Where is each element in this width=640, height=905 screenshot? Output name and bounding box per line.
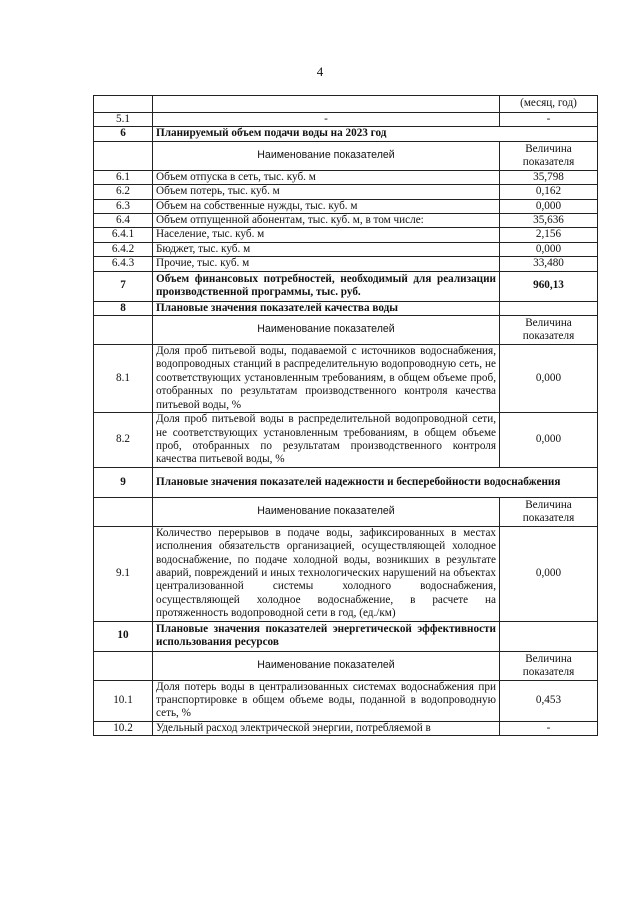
- table-row: 6.2 Объем потерь, тыс. куб. м 0,162: [94, 185, 598, 199]
- column-name-header: Наименование показателей: [153, 316, 500, 345]
- section-header: 8 Плановые значения показателей качества воды: [94, 301, 598, 315]
- page-number: 4: [316, 64, 324, 79]
- section-title: Объем финансовых потребностей, необходимый для реализации производственной программы, тыс. руб.: [153, 271, 500, 301]
- table-row: 8.1 Доля проб питьевой воды, подаваемой с источников водоснабжения, водопроводных станций в распределительную водопроводную сеть, не соответствующих установленным требованиям, в общем объеме проб, отобранных по результатам производственного контроля качества питьевой воды, % 0,000: [94, 345, 598, 413]
- table-row: 10.2 Удельный расход электрической энергии, потребляемой в -: [94, 721, 598, 735]
- section-title: Плановые значения показателей качества воды: [153, 301, 500, 315]
- table-row: 6.4.1 Население, тыс. куб. м 2,156: [94, 228, 598, 242]
- column-value-header: Величина показателя: [500, 316, 598, 345]
- column-name-header: Наименование показателей: [153, 651, 500, 680]
- table-row: 6.4.2 Бюджет, тыс. куб. м 0,000: [94, 242, 598, 256]
- table-row: 6.4 Объем отпущенной абонентам, тыс. куб. м, в том числе: 35,636: [94, 214, 598, 228]
- column-header-row: [94, 316, 598, 345]
- table-row: 5.1 - -: [94, 113, 598, 127]
- section-title: Планируемый объем подачи воды на 2023 год: [153, 127, 598, 141]
- column-value-header: Величина показателя: [500, 651, 598, 680]
- section-header: 10 Плановые значения показателей энергетической эффективности использования ресурсов: [94, 621, 598, 651]
- table-row: 6.1 Объем отпуска в сеть, тыс. куб. м 35,798: [94, 170, 598, 184]
- table-row: 6.4.3 Прочие, тыс. куб. м 33,480: [94, 257, 598, 271]
- section-title: Плановые значения показателей надежности и бесперебойности водоснабжения: [153, 467, 598, 497]
- table-row: 10.1 Доля потерь воды в централизованных системах водоснабжения при транспортировке в общем объеме воды, поданной в водопроводную сеть, % 0,453: [94, 680, 598, 721]
- section-header: 9 Плановые значения показателей надежности и бесперебойности водоснабжения: [94, 467, 598, 497]
- column-name-header: Наименование показателей: [153, 141, 500, 170]
- column-header-row: [94, 141, 598, 170]
- indicators-table: [93, 95, 598, 736]
- column-header-row: [94, 497, 598, 526]
- table-row: 8.2 Доля проб питьевой воды в распределительной водопроводной сети, не соответствующих установленным требованиям, в общем объеме проб, отобранных по результатам производственного контроля качества питьевой воды, % 0,000: [94, 413, 598, 468]
- column-value-header: Величина показателя: [500, 497, 598, 526]
- table-row: 9.1 Количество перерывов в подаче воды, зафиксированных в местах исполнения обязательств организацией, осуществляющей холодное водоснабжение, по подаче холодной воды, возникших в результате аварий, повреждений и иных технологических нарушений на объектах централизованной системы холодного водоснабжения, осуществляющей холодное водоснабжение, в расчете на протяженность водопроводной сети в год, (ед./км) 0,000: [94, 526, 598, 621]
- unit-header: (месяц, год): [500, 96, 598, 113]
- section-header: 7 Объем финансовых потребностей, необходимый для реализации производственной программы, тыс. руб. 960,13: [94, 271, 598, 301]
- column-value-header: Величина показателя: [500, 141, 598, 170]
- column-header-row: [94, 651, 598, 680]
- section-title: Плановые значения показателей энергетической эффективности использования ресурсов: [153, 621, 500, 651]
- column-name-header: Наименование показателей: [153, 497, 500, 526]
- financial-value: 960,13: [500, 271, 598, 301]
- table-row: [94, 96, 598, 113]
- section-header: 6 Планируемый объем подачи воды на 2023 год: [94, 127, 598, 141]
- table-row: 6.3 Объем на собственные нужды, тыс. куб. м 0,000: [94, 199, 598, 213]
